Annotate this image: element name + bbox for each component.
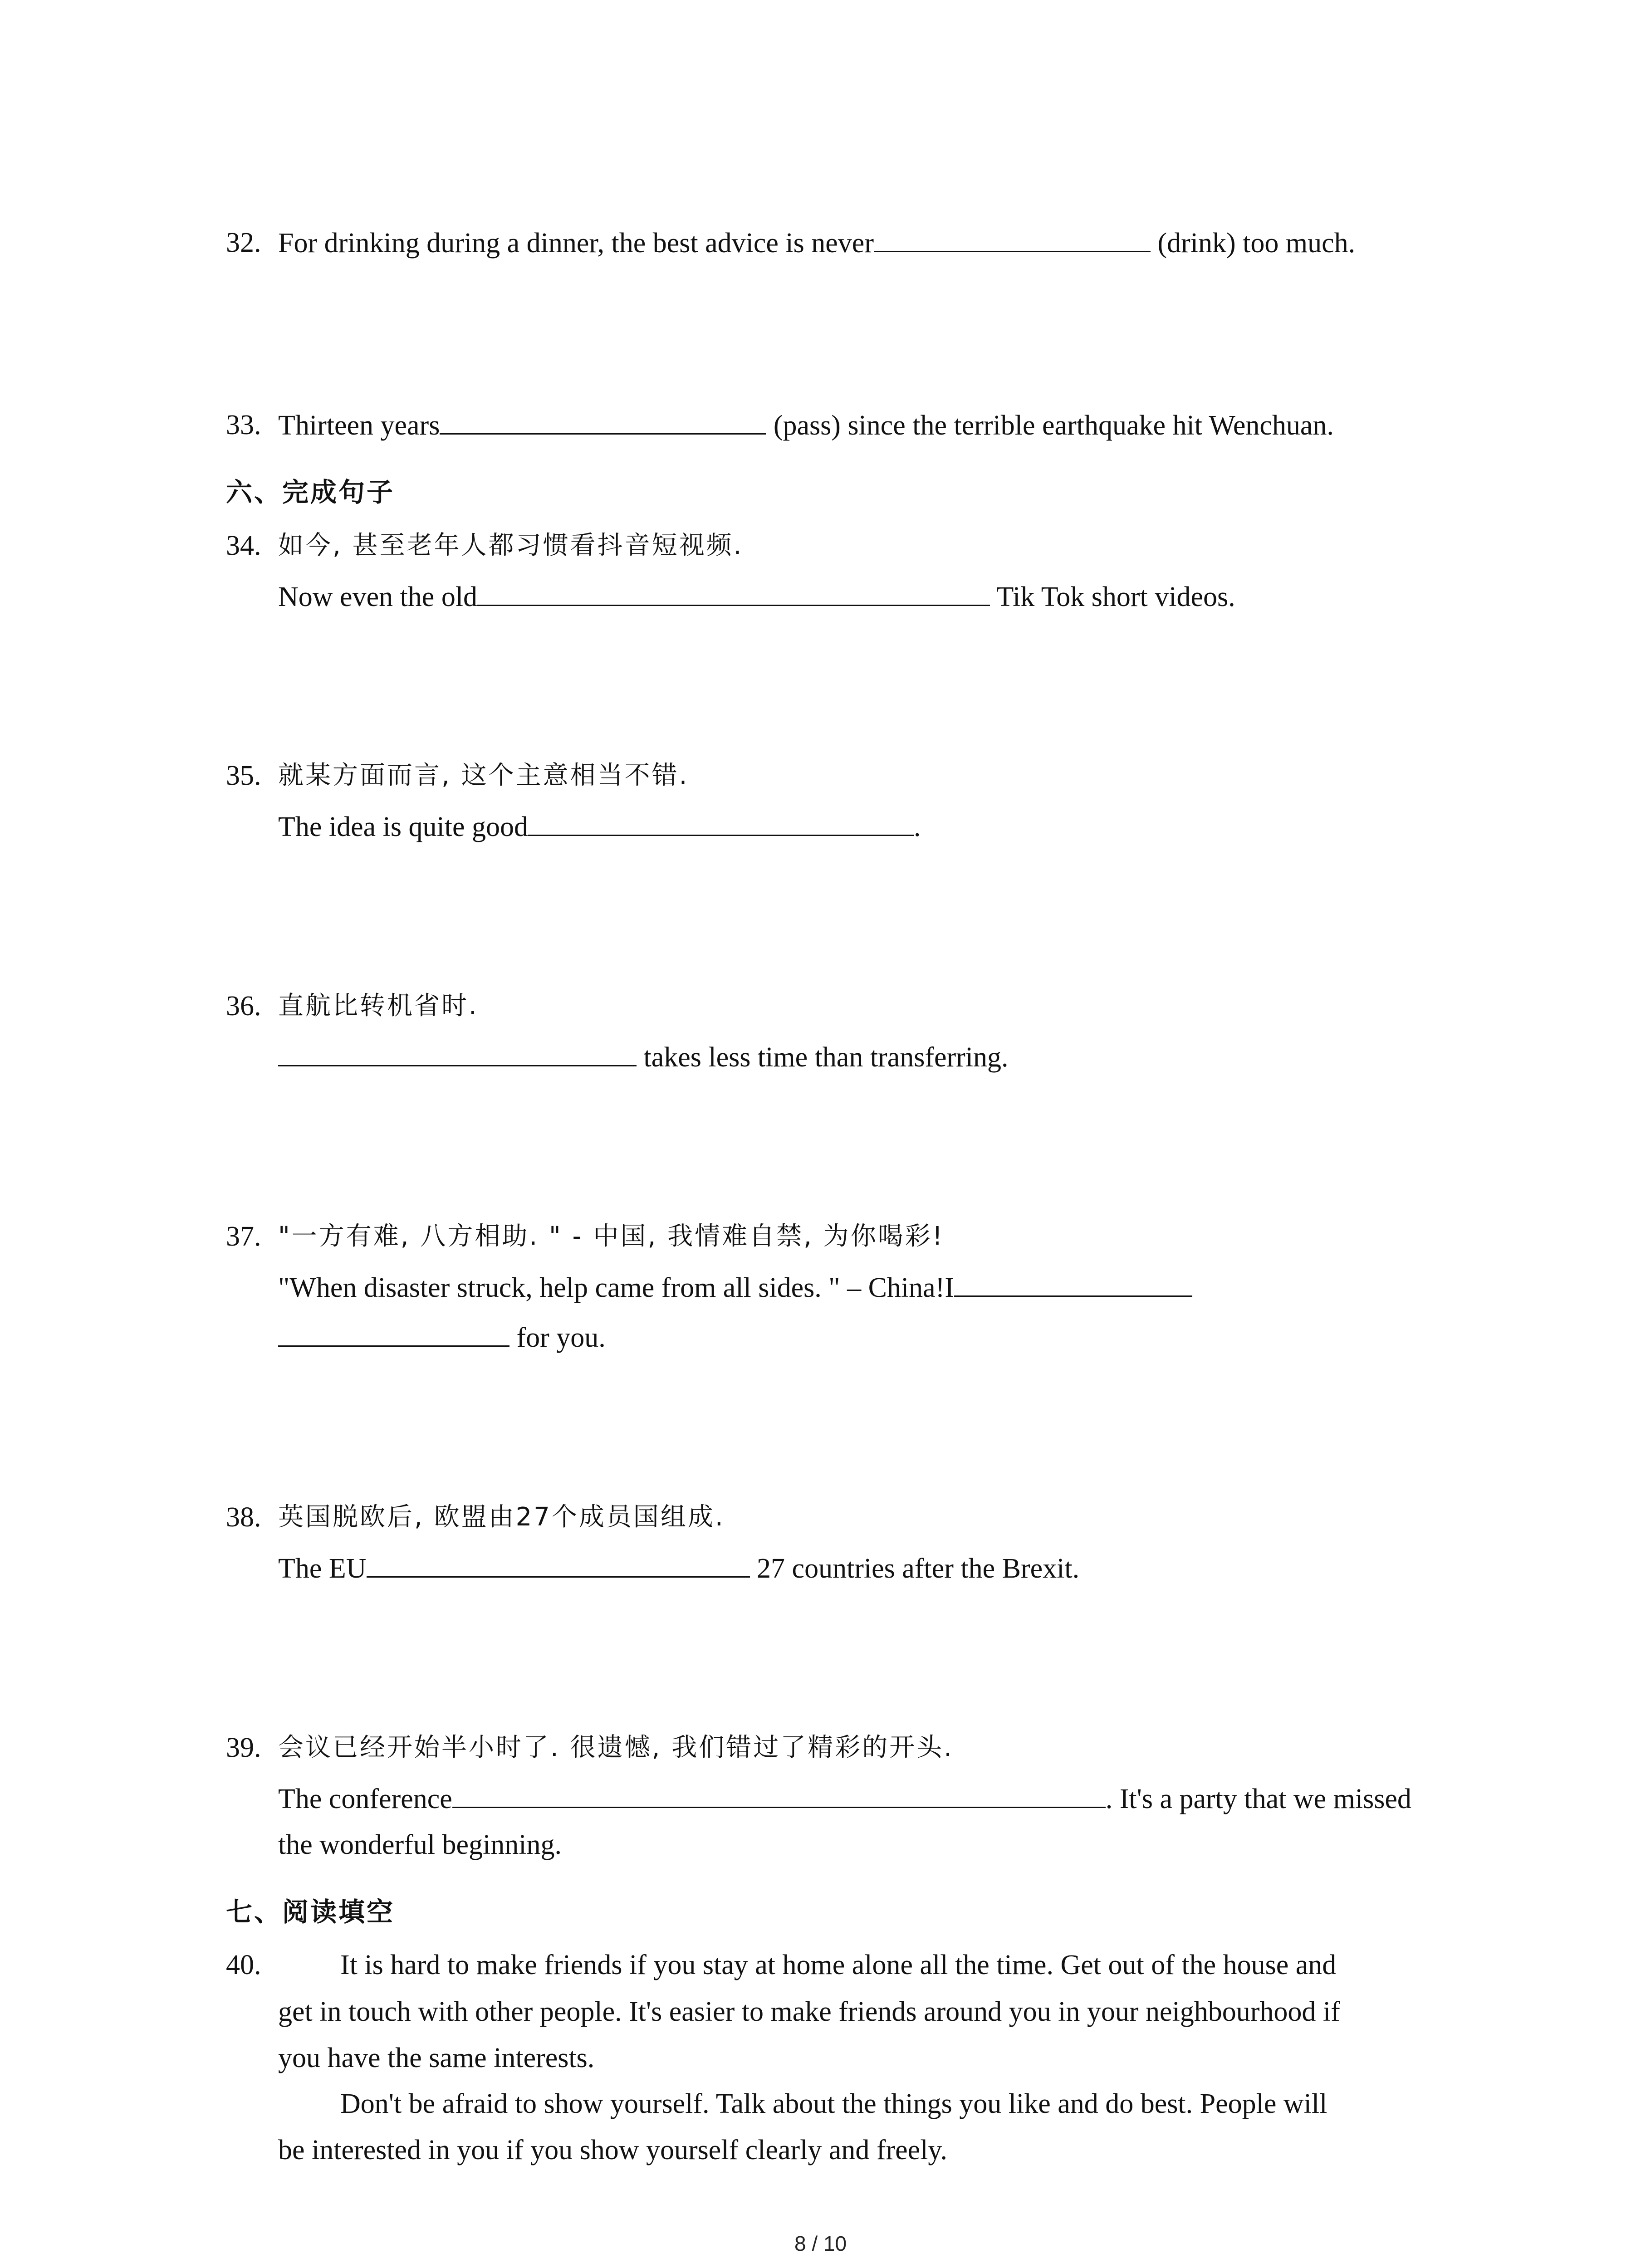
question-number: 35. [226, 760, 261, 791]
chinese-prompt: 就某方面而言, 这个主意相当不错. [278, 761, 689, 790]
question-number: 32. [226, 227, 261, 258]
question-number: 38. [226, 1502, 261, 1533]
chinese-prompt: 直航比转机省时. [278, 991, 479, 1021]
question-text: "When disaster struck, help came from all sides. " – China!I [278, 1272, 954, 1303]
passage-text: get in touch with other people. It's easier to make friends around you in your neighbourhood if [278, 1996, 1340, 2027]
answer-blank[interactable] [528, 808, 914, 836]
question-number: 39. [226, 1732, 261, 1763]
question-text: Thirteen years [278, 410, 440, 441]
answer-blank[interactable] [874, 225, 1151, 252]
question-text: Tik Tok short videos. [990, 582, 1235, 612]
section-heading-7: 七、阅读填空 [226, 1897, 395, 1927]
question-number: 40. [226, 1950, 261, 1980]
question-number: 36. [226, 991, 261, 1022]
question-text: For drinking during a dinner, the best advice is never [278, 228, 874, 259]
question-number: 37. [226, 1221, 261, 1252]
passage-text: you have the same interests. [278, 2043, 595, 2073]
answer-blank[interactable] [954, 1269, 1192, 1297]
question-text: Now even the old [278, 582, 478, 612]
answer-blank[interactable] [440, 407, 766, 435]
question-text: takes less time than transferring. [637, 1042, 1009, 1073]
question-text: . [913, 811, 921, 842]
answer-blank[interactable] [278, 1039, 637, 1066]
passage-text: be interested in you if you show yourself clearly and freely. [278, 2135, 947, 2165]
answer-blank[interactable] [452, 1780, 1106, 1808]
question-text: The conference [278, 1784, 452, 1814]
answer-blank[interactable] [278, 1319, 509, 1347]
question-text: (drink) too much. [1150, 228, 1356, 259]
page-number: 8 / 10 [794, 2232, 847, 2255]
chinese-prompt: 会议已经开始半小时了. 很遗憾, 我们错过了精彩的开头. [278, 1733, 954, 1762]
question-text: . It's a party that we missed [1105, 1784, 1411, 1814]
question-text: The EU [278, 1553, 367, 1584]
passage-text: Don't be afraid to show yourself. Talk about the things you like and do best. People will [340, 2088, 1327, 2119]
question-number: 34. [226, 530, 261, 561]
section-heading-6: 六、完成句子 [226, 477, 395, 508]
question-text: The idea is quite good [278, 811, 528, 842]
answer-blank[interactable] [367, 1550, 750, 1578]
answer-blank[interactable] [477, 578, 990, 606]
question-text: for you. [509, 1322, 606, 1353]
chinese-prompt: 英国脱欧后, 欧盟由27个成员国组成. [278, 1502, 725, 1532]
question-text: 27 countries after the Brexit. [749, 1553, 1080, 1584]
chinese-prompt: "一方有难, 八方相助. " - 中国, 我情难自禁, 为你喝彩! [278, 1222, 945, 1251]
chinese-prompt: 如今, 甚至老年人都习惯看抖音短视频. [278, 531, 744, 560]
question-number: 33. [226, 410, 261, 440]
question-text: the wonderful beginning. [278, 1829, 562, 1860]
question-text: (pass) since the terrible earthquake hit Wenchuan. [766, 410, 1334, 441]
passage-text: It is hard to make friends if you stay at home alone all the time. Get out of the house and [340, 1950, 1337, 1980]
